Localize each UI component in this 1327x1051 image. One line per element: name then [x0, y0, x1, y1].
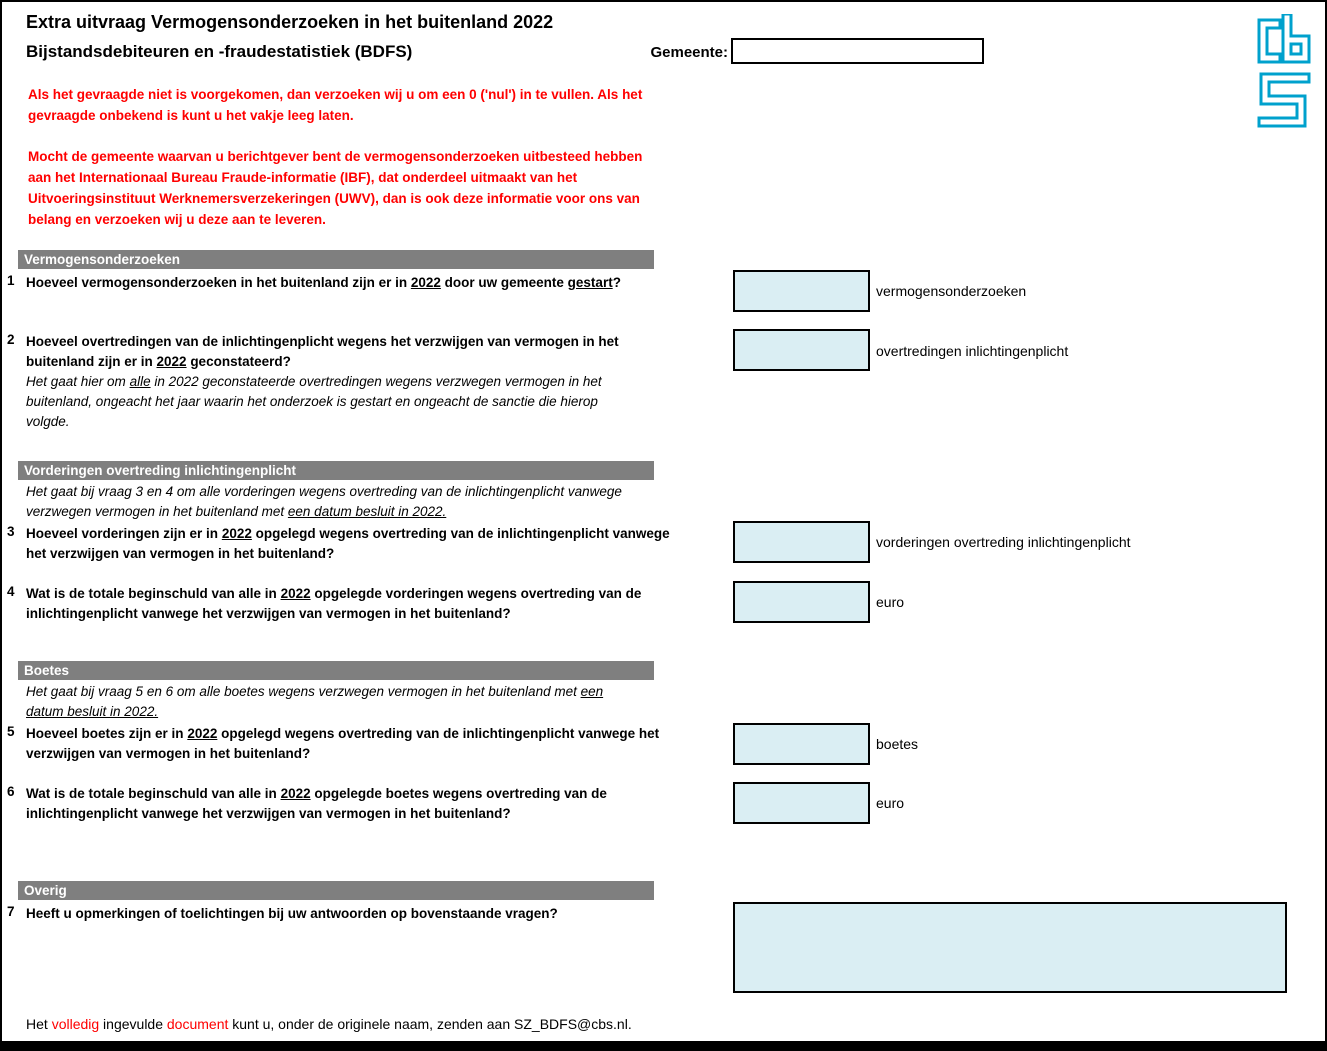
section-header-vorderingen: Vorderingen overtreding inlichtingenplicht: [18, 461, 654, 480]
question-5-input[interactable]: [733, 723, 870, 765]
send-instruction: Het volledig ingevulde document kunt u, onder de originele naam, zenden aan SZ_BDFS@cbs.nl.: [26, 1016, 632, 1032]
page-subtitle: Bijstandsdebiteuren en -fraudestatistiek (BDFS): [26, 42, 413, 61]
question-3-text: Hoeveel vorderingen zijn er in 2022 opgelegd wegens overtreding van de inlichtingenplicht vanwege het verzwijgen van vermogen in het buitenland?: [26, 526, 670, 561]
section-vorderingen-intro: Het gaat bij vraag 3 en 4 om alle vorderingen wegens overtreding van de inlichtingenplicht vanwege verzwegen vermogen in het buitenland met een datum besluit in 2022.: [26, 484, 622, 519]
question-5-unit-label: boetes: [876, 736, 919, 752]
question-2-input[interactable]: [733, 329, 870, 371]
question-2-note: Het gaat hier om alle in 2022 geconstateerde overtredingen wegens verzwegen vermogen in het buitenland, ongeacht het jaar waarin het onderzoek is gestart en ongeacht de sanctie die hierop volgde.: [26, 374, 602, 429]
gemeente-input[interactable]: [731, 38, 984, 64]
question-6-number: 6: [7, 784, 15, 799]
question-5-number: 5: [7, 724, 15, 739]
question-4-input[interactable]: [733, 581, 870, 623]
question-1-number: 1: [7, 273, 15, 288]
question-1-text: Hoeveel vermogensonderzoeken in het buitenland zijn er in 2022 door uw gemeente gestart?: [26, 275, 621, 290]
question-7-comments-textarea[interactable]: [733, 902, 1287, 993]
page-title: Extra uitvraag Vermogensonderzoeken in het buitenland 2022: [26, 12, 554, 32]
question-7-text: Heeft u opmerkingen of toelichtingen bij uw antwoorden op bovenstaande vragen?: [26, 906, 558, 921]
question-6-text: Wat is de totale beginschuld van alle in 2022 opgelegde boetes wegens overtreding van de inlichtingenplicht vanwege het verzwijgen van vermogen in het buitenland?: [26, 786, 607, 821]
gemeente-label: Gemeente:: [650, 44, 728, 61]
cbs-logo-icon: [1253, 14, 1315, 132]
question-1-unit-label: vermogensonderzoeken: [876, 283, 1027, 299]
question-2-number: 2: [7, 332, 15, 347]
question-4-unit-label: euro: [876, 594, 905, 610]
question-2-text: Hoeveel overtredingen van de inlichtingenplicht wegens het verzwijgen van vermogen in het buitenland zijn er in 2022 geconstateerd?: [26, 334, 619, 369]
section-header-boetes: Boetes: [18, 661, 654, 680]
question-7-number: 7: [7, 904, 15, 919]
fill-instruction-note: Als het gevraagde niet is voorgekomen, dan verzoeken wij u om een 0 ('nul') in te vullen. Als het gevraagde onbekend is kunt u het vakje leeg laten.: [28, 87, 643, 123]
question-4-number: 4: [7, 584, 15, 599]
question-6-unit-label: euro: [876, 795, 905, 811]
question-6-input[interactable]: [733, 782, 870, 824]
question-1-input[interactable]: [733, 270, 870, 312]
ibf-notice: Mocht de gemeente waarvan u berichtgever bent de vermogensonderzoeken uitbesteed hebben aan het Internationaal Bureau Fraude-informatie (IBF), dat onderdeel uitmaakt van het Uitvoeringsinstituut Werknemersverzekeringen (UWV), dan is ook deze informatie voor ons van belang en verzoeken wij u deze aan te leveren.: [28, 149, 643, 227]
section-boetes-intro: Het gaat bij vraag 5 en 6 om alle boetes wegens verzwegen vermogen in het buitenland met een datum besluit in 2022.: [26, 684, 604, 719]
question-2-unit-label: overtredingen inlichtingenplicht: [876, 343, 1069, 359]
section-header-overig: Overig: [18, 881, 654, 900]
section-header-vermogensonderzoeken: Vermogensonderzoeken: [18, 250, 654, 269]
question-4-text: Wat is de totale beginschuld van alle in 2022 opgelegde vorderingen wegens overtreding van de inlichtingenplicht vanwege het verzwijgen van vermogen in het buitenland?: [26, 586, 642, 621]
bottom-border-rule: [2, 1041, 1325, 1049]
question-3-unit-label: vorderingen overtreding inlichtingenplicht: [876, 534, 1131, 550]
question-3-input[interactable]: [733, 521, 870, 563]
question-3-number: 3: [7, 524, 15, 539]
question-5-text: Hoeveel boetes zijn er in 2022 opgelegd wegens overtreding van de inlichtingenplicht vanwege het verzwijgen van vermogen in het buitenland?: [26, 726, 660, 761]
